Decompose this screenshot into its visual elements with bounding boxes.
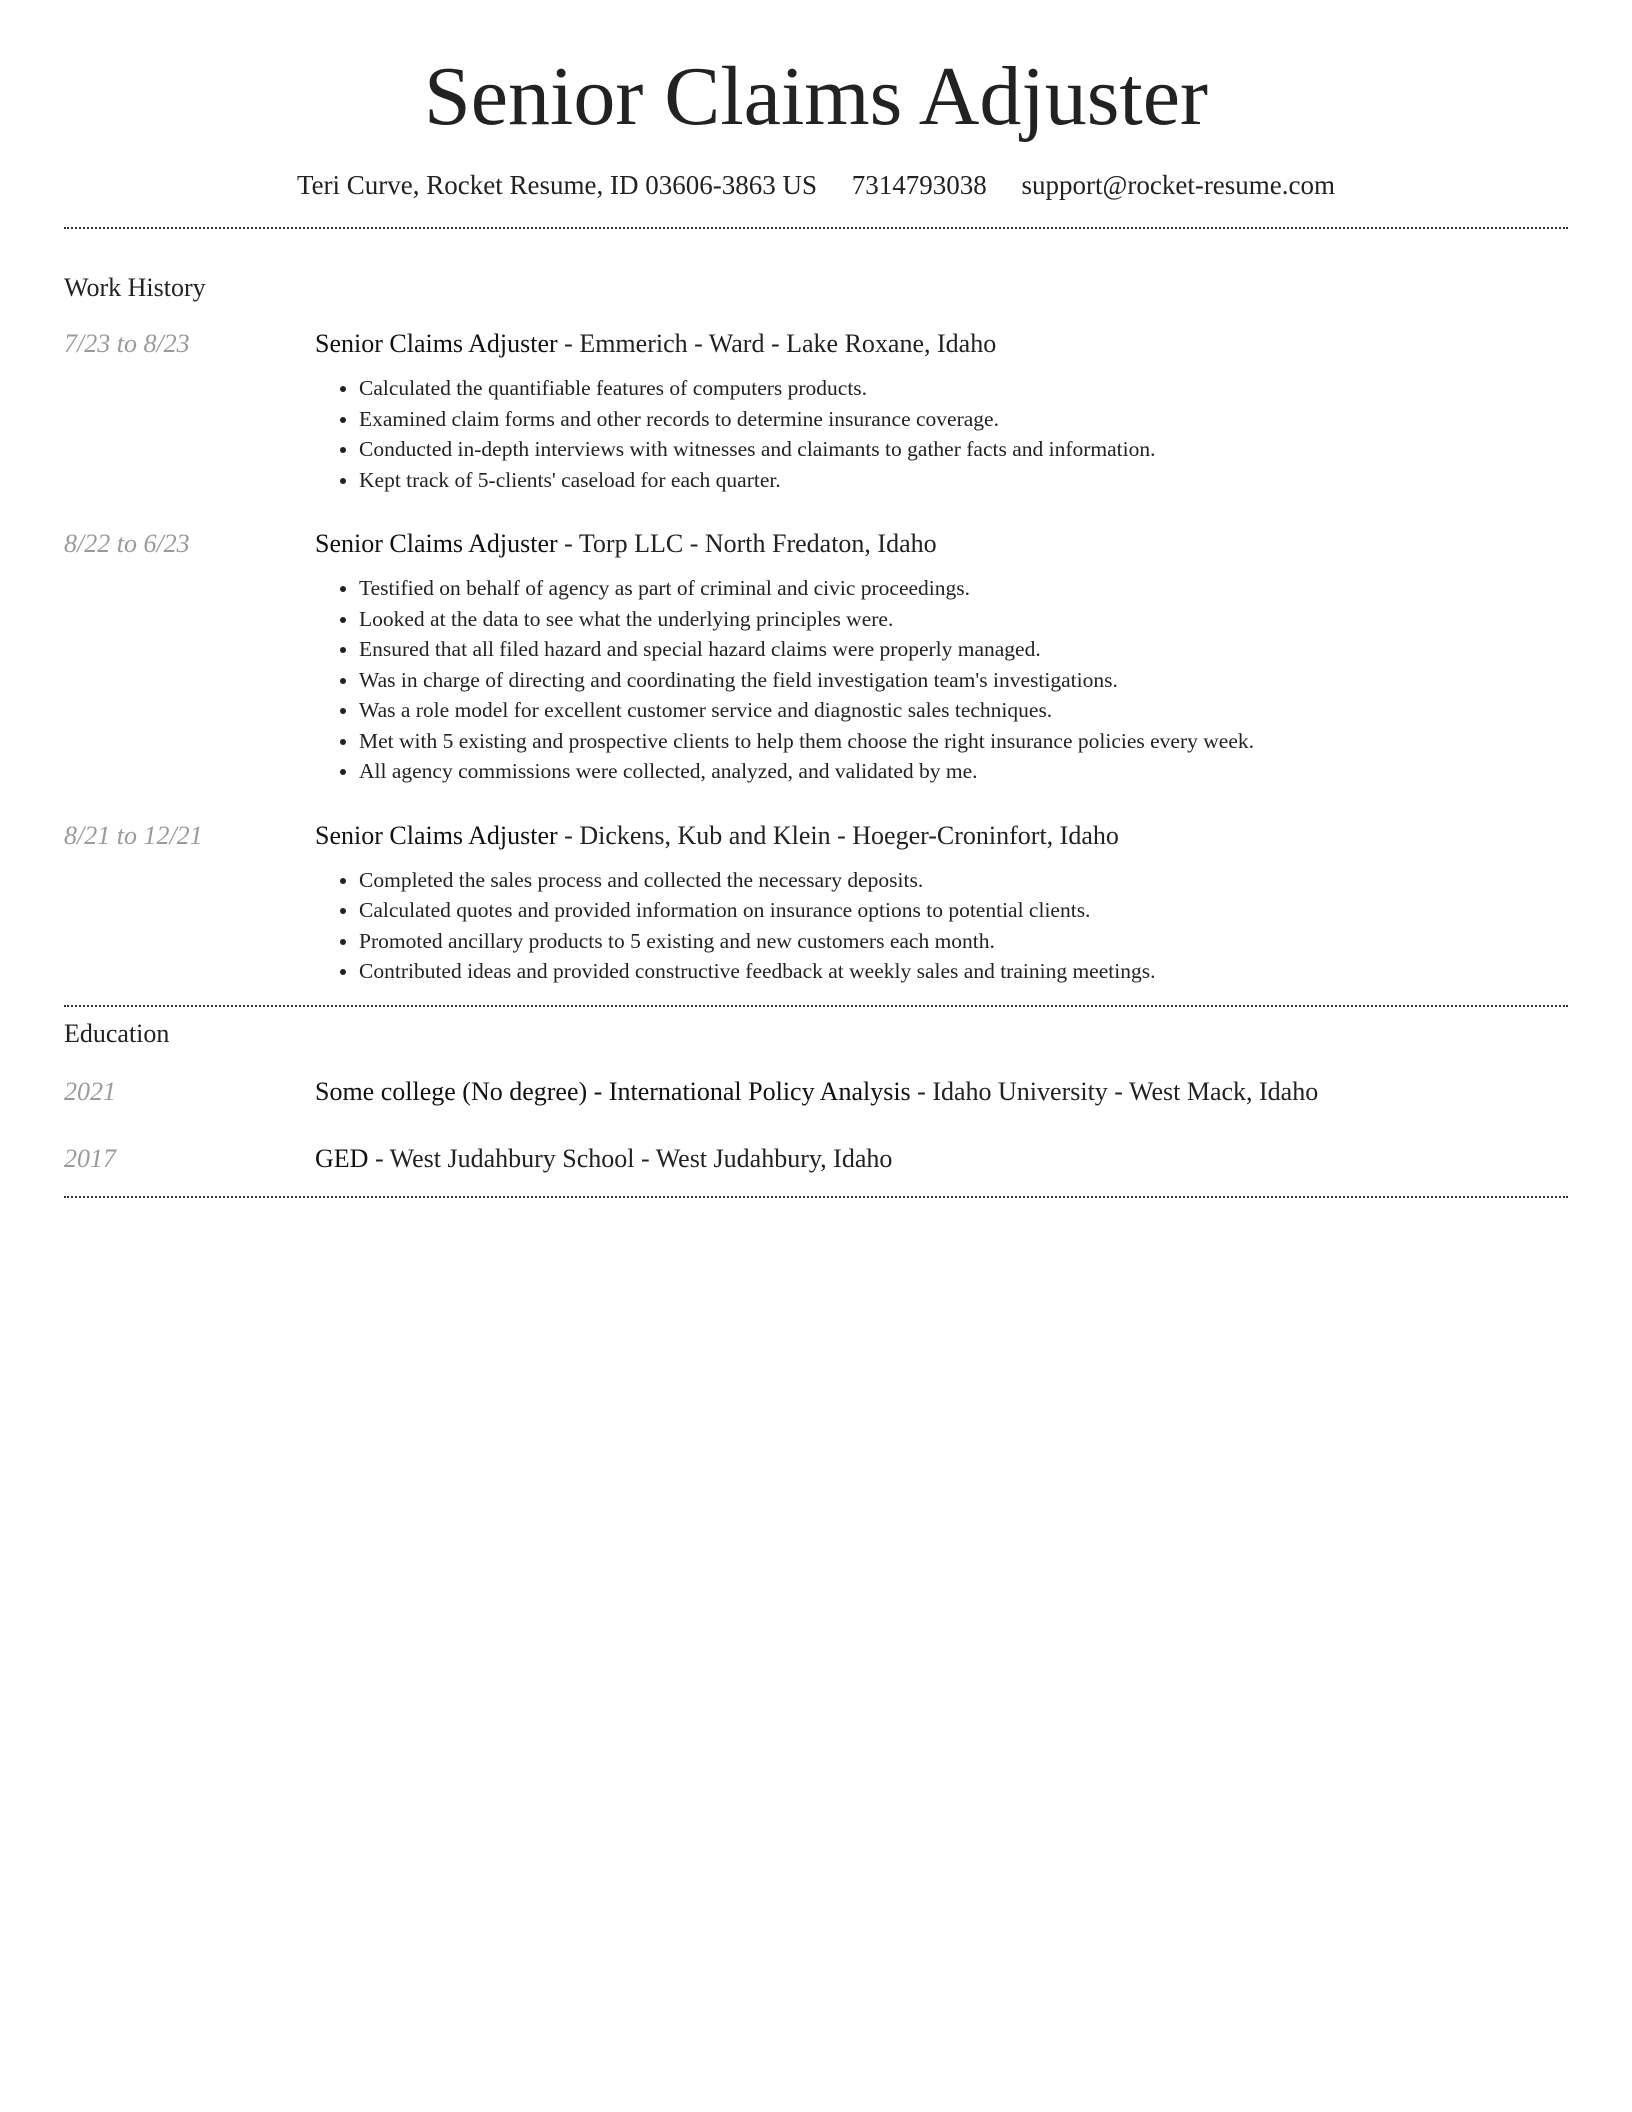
job-bullets (315, 573, 1568, 787)
job-dates: 8/21 to 12/21 (64, 820, 203, 850)
work-history-divider (64, 1005, 1568, 1007)
education-entry (64, 1144, 1568, 1174)
job-bullet: • Was in charge of directing and coordinating the field investigation team's investigations. (359, 665, 1568, 696)
job-dates: 7/23 to 8/23 (64, 329, 190, 358)
education-degree: Some college (No degree) - International Policy Analysis (315, 1076, 911, 1106)
job-dates: 8/22 to 6/23 (64, 529, 190, 558)
work-history-section (64, 273, 1568, 1007)
job-bullets (315, 865, 1568, 987)
education-divider (64, 1196, 1568, 1198)
job-heading (315, 329, 1568, 359)
job-bullet: • Promoted ancillary products to 5 existing and new customers each month. (359, 926, 1568, 957)
job-heading (315, 529, 1568, 559)
job-bullet: • Ensured that all filed hazard and special hazard claims were properly managed. (359, 634, 1568, 665)
header-divider (64, 227, 1568, 229)
education-heading-line (315, 1144, 1568, 1174)
resume-page (64, 0, 1568, 1198)
job-entry (64, 529, 1568, 787)
job-bullet: • Looked at the data to see what the underlying principles were. (359, 604, 1568, 635)
education-heading-line (315, 1077, 1568, 1107)
job-details (315, 529, 1568, 787)
job-company: - Dickens, Kub and Klein - Hoeger-Croninfort, Idaho (557, 820, 1119, 850)
job-bullet: • Calculated quotes and provided information on insurance options to potential clients. (359, 895, 1568, 926)
job-details (315, 329, 1568, 495)
job-entry (64, 329, 1568, 495)
education-school: - Idaho University - West Mack, Idaho (910, 1076, 1319, 1106)
job-company: - Emmerich - Ward - Lake Roxane, Idaho (557, 329, 997, 358)
contact-phone: 7314793038 (851, 170, 987, 200)
job-bullet: • Met with 5 existing and prospective clients to help them choose the right insurance policies every week. (359, 726, 1568, 757)
contact-email: support@rocket-resume.com (1021, 170, 1336, 200)
job-bullet: • Contributed ideas and provided constructive feedback at weekly sales and training meetings. (359, 956, 1568, 987)
education-details (315, 1077, 1568, 1107)
job-title: Senior Claims Adjuster (315, 529, 558, 558)
job-heading (315, 821, 1568, 851)
education-school: - West Judahbury School - West Judahbury, Idaho (368, 1143, 893, 1173)
job-bullet: • Conducted in-depth interviews with witnesses and claimants to gather facts and information. (359, 434, 1568, 465)
contact-address: Teri Curve, Rocket Resume, ID 03606-3863 US (296, 170, 817, 200)
job-company: - Torp LLC - North Fredaton, Idaho (557, 529, 937, 558)
resume-title: Senior Claims Adjuster (424, 50, 1208, 143)
education-year: 2021 (64, 1076, 116, 1106)
education-degree: GED (315, 1143, 369, 1173)
contact-line (64, 169, 1568, 201)
job-bullet: • All agency commissions were collected, analyzed, and validated by me. (359, 756, 1568, 787)
education-heading: Education (64, 1018, 170, 1048)
job-title: Senior Claims Adjuster (315, 820, 558, 850)
job-details (315, 821, 1568, 987)
job-entry (64, 821, 1568, 987)
education-section (64, 1019, 1568, 1198)
education-year: 2017 (64, 1143, 116, 1173)
job-bullet: • Completed the sales process and collected the necessary deposits. (359, 865, 1568, 896)
job-bullets (315, 373, 1568, 495)
job-bullet: • Calculated the quantifiable features of computers products. (359, 373, 1568, 404)
job-bullet: • Was a role model for excellent customer service and diagnostic sales techniques. (359, 695, 1568, 726)
education-details (315, 1144, 1568, 1174)
job-bullet: • Testified on behalf of agency as part of criminal and civic proceedings. (359, 573, 1568, 604)
work-history-heading: Work History (64, 273, 206, 302)
education-entry (64, 1077, 1568, 1107)
job-bullet: • Examined claim forms and other records to determine insurance coverage. (359, 404, 1568, 435)
job-bullet: • Kept track of 5-clients' caseload for each quarter. (359, 465, 1568, 496)
job-title: Senior Claims Adjuster (315, 329, 558, 358)
